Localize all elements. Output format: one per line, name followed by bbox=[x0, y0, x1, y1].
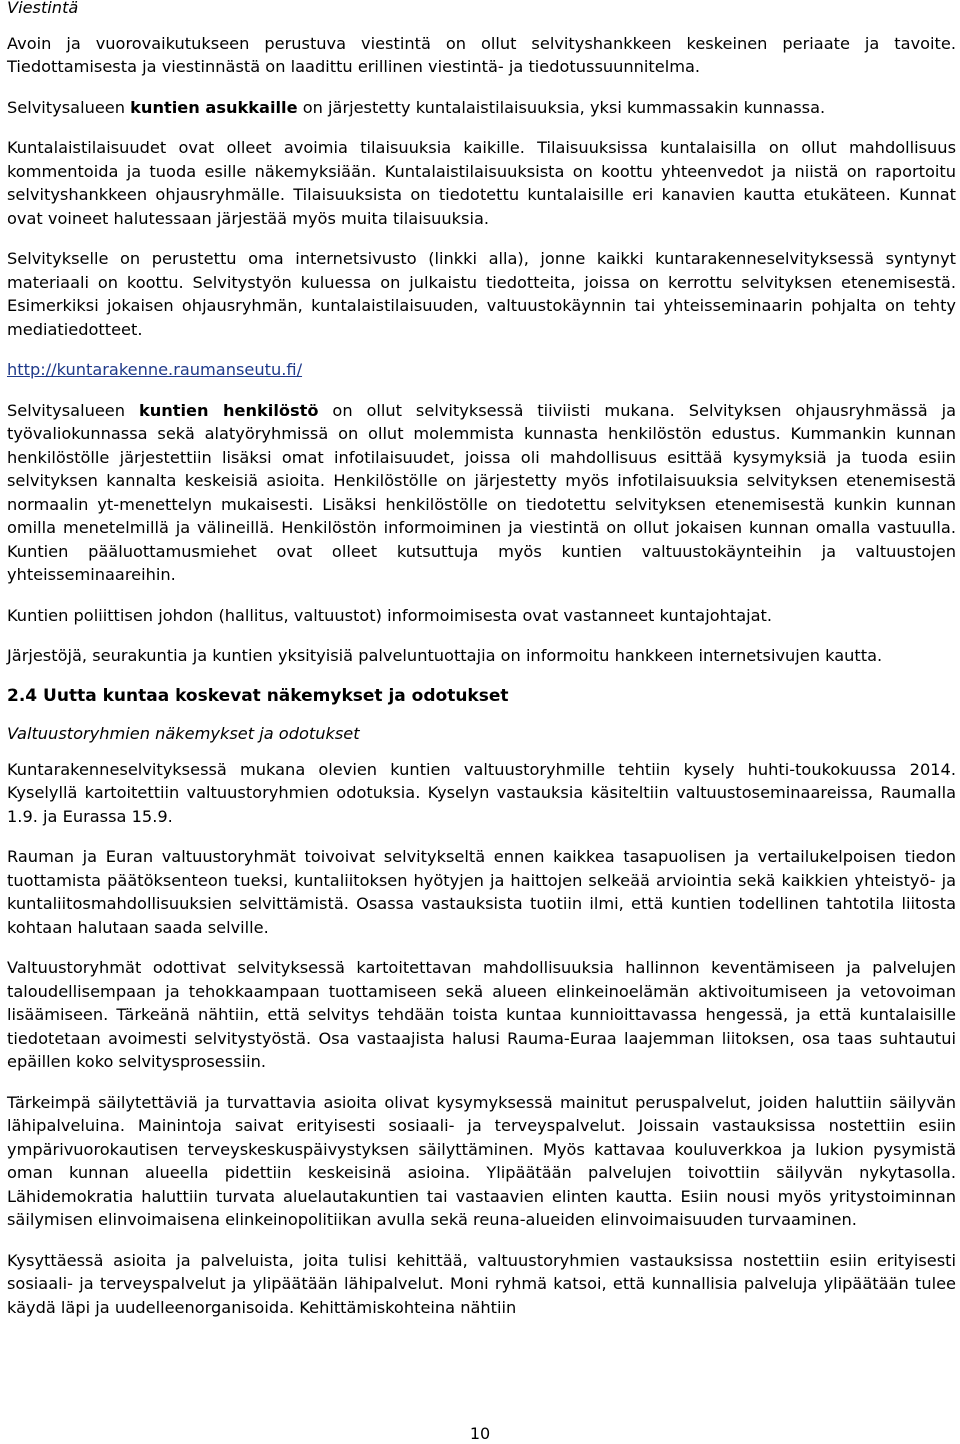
paragraph: Avoin ja vuorovaikutukseen perustuva viestintä on ollut selvityshankkeen keskeinen periaate ja tavoite. Tiedottamisesta ja viestinnästä on laadittu erillinen viestintä- ja tiedotussuunnitelma. bbox=[7, 33, 956, 76]
paragraph: Kuntalaistilaisuudet ovat olleet avoimia tilaisuuksia kaikille. Tilaisuuksissa kuntalaisilla on ollut mahdollisuus kommentoida ja tuoda esille näkemyksiään. Kuntalaistilaisuuksista on koottu yhteenvedot ja niistä on raportoitu selvityshankkeen ohjausryhmälle. Tilaisuuksista on tiedotettu kuntalaisille eri kanavien kautta etukäteen. Kunnat ovat voineet halutessaan järjestää myös muita tilaisuuksia. bbox=[7, 138, 956, 228]
paragraph: Tärkeimpä säilytettäviä ja turvattavia asioita olivat kysymyksessä mainitut peruspalvelut, joiden haluttiin säilyvän lähipalveluina. Mainintoja saivat erityisesti sosiaali- ja terveyspalvelut. Joissain vastauksissa nostettiin esiin ympärivuorokautisen terveyskeskuspäivystyksen säilyttäminen. Myös kattavaa kouluverkkoa ja lukion pysymistä oman kunnan alueella pidettiin keskeisinä asioina. Ylipäätään palvelujen toivottiin säilyvän nykytasolla. Lähidemokratia haluttiin turvata aluelautakuntien tai vastaavien elinten kautta. Esiin nousi myös yritystoiminnan säilymisen elinvoimaisena elinkeinopolitiikan avulla sekä reuna-alueiden elinvoimaisuuden turvaaminen. bbox=[7, 1092, 956, 1229]
paragraph: Kuntien poliittisen johdon (hallitus, valtuustot) informoimisesta ovat vastanneet kuntajohtajat. bbox=[7, 605, 773, 625]
section-title: 2.4 Uutta kuntaa koskevat näkemykset ja odotukset bbox=[7, 685, 509, 706]
paragraph: Järjestöjä, seurakuntia ja kuntien yksityisiä palveluntuottajia on informoitu hankkeen internetsivujen kautta. bbox=[7, 646, 883, 665]
document-page bbox=[7, 0, 956, 1336]
website-link[interactable]: http://kuntarakenne.raumanseutu.fi/ bbox=[7, 360, 303, 379]
paragraph: Kysyttäessä asioita ja palveluista, joita tulisi kehittää, valtuustoryhmien vastauksissa nostettiin esiin erityisesti sosiaali- ja terveyspalvelut ja ylipäätään lähipalvelut. Moni ryhmä katsoi, että kunnallisia palveluja ylipäätään tulee käydä läpi ja uudelleenorganisoida. Kehittämiskohteina nähtiin bbox=[7, 1250, 956, 1317]
paragraph: Selvitysalueen kuntien henkilöstö on ollut selvityksessä tiiviisti mukana. Selvityksen ohjausryhmässä ja työvaliokunnassa sekä alatyöryhmissä on ollut molemmista kunnasta henkilöstön edustus. Kummankin kunnan henkilöstölle järjestettiin lisäksi omat infotilaisuudet, joissa oli mahdollisuus esittää kysymyksiä ja tuoda esiin selvityksen kannalta keskeisiä asioita. Henkilöstölle on järjestetty myös infotilaisuuksia selvityksen etenemisestä normaalin yt-menettelyn mukaisesti. Lisäksi henkilöstölle on tiedotettu selvityksen etenemisestä kunkin kunnan omilla menetelmillä ja välineillä. Henkilöstön informoiminen ja viestintä on ollut jokaisen kunnan omalla vastuulla. Kuntien pääluottamusmiehet ovat olleet kutsuttuja myös kuntien valtuustokäynteihin ja valtuustojen yhteisseminaareihin. bbox=[7, 400, 956, 584]
paragraph: Valtuustoryhmät odottivat selvityksessä kartoitettavan mahdollisuuksia hallinnon keventämiseen ja palvelujen taloudellisempaan ja tehokkaampaan tuottamiseen sekä alueen elinkeinoelämän aktivoitumiseen ja vetovoiman lisäämiseen. Tärkeänä nähtiin, että selvitys tehdään toista kuntaa kunnioittavassa hengessä, ja että kuntalaisille tiedotetaan avoimesti selvitystyöstä. Osa vastaajista halusi Rauma-Euraa laajemman liitoksen, osa taas suhtautui epäillen koko selvitysprosessiin. bbox=[7, 958, 956, 1071]
section-heading: Viestintä bbox=[7, 0, 79, 17]
paragraph: Kuntarakenneselvityksessä mukana olevien kuntien valtuustoryhmille tehtiin kysely huhti-toukokuussa 2014. Kyselyllä kartoitettiin valtuustoryhmien odotuksia. Kyselyn vastauksia käsiteltiin valtuustoseminaareissa, Raumalla 1.9. ja Eurassa 15.9. bbox=[7, 759, 956, 826]
paragraph: Selvitykselle on perustettu oma internetsivusto (linkki alla), jonne kaikki kuntarakenneselvityksessä syntynyt materiaali on koottu. Selvitystyön kuluessa on julkaistu tiedotteita, joissa on kerrottu selvityksen etenemisestä. Esimerkiksi jokaisen ohjausryhmän, kuntalaistilaisuuden, valtuustokäynnin tai yhteisseminaarin pohjalta on tehty mediatiedotteet. bbox=[7, 249, 956, 339]
bold-term: kuntien asukkaille bbox=[130, 97, 298, 117]
subheading: Valtuustoryhmien näkemykset ja odotukset bbox=[7, 724, 360, 743]
paragraph: Selvitysalueen kuntien asukkaille on järjestetty kuntalaistilaisuuksia, yksi kummassakin kunnassa. bbox=[7, 97, 826, 117]
page-number: 10 bbox=[469, 1424, 491, 1443]
paragraph: Rauman ja Euran valtuustoryhmät toivoivat selvitykseltä ennen kaikkea tasapuolisen ja vertailukelpoisen tiedon tuottamista päätöksenteon tueksi, kuntaliitoksen hyötyjen ja haittojen selkeää arviointia sekä kaikkien yhteistyö- ja kuntaliitosmahdollisuuksien selvittämistä. Osassa vastauksista tuotiin ilmi, että kuntien todellinen tahtotila liitosta kohtaan halutaan saada selville. bbox=[7, 847, 956, 937]
bold-term: kuntien henkilöstö bbox=[138, 400, 319, 420]
